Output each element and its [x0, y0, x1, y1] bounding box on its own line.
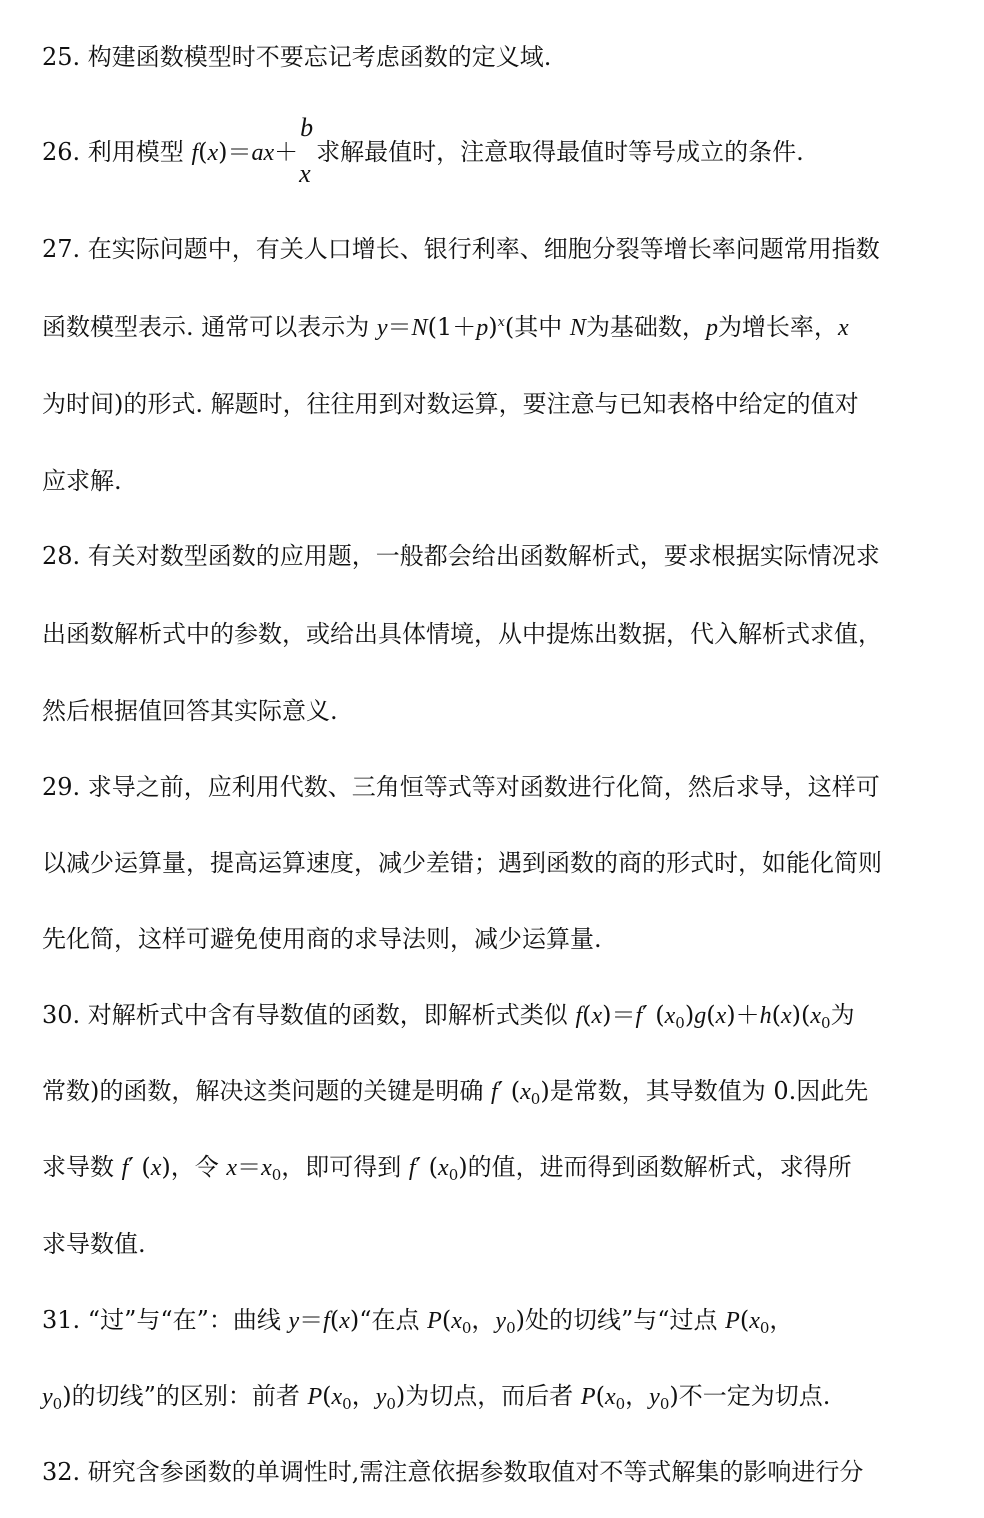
math-variable: x: [781, 1003, 792, 1029]
text-span: 然后根据值回答其实际意义.: [42, 697, 338, 725]
subscript: 0: [821, 1014, 831, 1032]
math-variable: f: [408, 1155, 416, 1181]
math-variable: f: [323, 1308, 330, 1334]
text-span: 求导数: [42, 1153, 122, 1181]
text-span: 函数模型表示. 通常可以表示为: [42, 313, 377, 341]
text-span: 求导数值.: [42, 1230, 146, 1258]
text-line: [42, 384, 942, 424]
text-line: [42, 1452, 942, 1492]
math-variable: y: [649, 1384, 660, 1410]
text-span: ′ (: [642, 1001, 665, 1029]
subscript: 0: [342, 1395, 352, 1413]
text-line: [42, 229, 942, 269]
text-span: )的切线”的区别：前者: [62, 1382, 308, 1410]
text-span: ，: [471, 1306, 496, 1334]
text-span: ′ (: [415, 1153, 439, 1181]
text-line: [42, 536, 942, 576]
text-span: 应求解.: [42, 467, 122, 495]
math-variable: y: [495, 1308, 507, 1334]
text-line: [42, 307, 942, 348]
math-variable: ax: [251, 140, 275, 166]
math-variable: P: [427, 1308, 442, 1334]
text-span: ＝: [237, 1153, 262, 1181]
subscript: 0: [759, 1319, 770, 1337]
text-span: 31. “过”与“在”：曲线: [42, 1306, 289, 1334]
text-line: [42, 1300, 942, 1341]
math-variable: f: [121, 1155, 129, 1181]
text-line: [42, 1147, 942, 1188]
text-span: ，即可得到: [281, 1153, 409, 1181]
fraction: [298, 113, 316, 188]
text-span: ，: [351, 1382, 376, 1410]
text-span: (其中: [504, 313, 570, 341]
text-span: (: [771, 1001, 781, 1029]
fraction-numerator: b: [300, 113, 314, 142]
text-span: )＝: [602, 1001, 636, 1029]
text-span: )＝: [218, 138, 252, 166]
math-variable: g: [694, 1003, 707, 1029]
text-span: ): [684, 1001, 695, 1029]
text-span: ＝: [299, 1306, 324, 1334]
math-variable: h: [759, 1003, 772, 1029]
math-variable: f: [491, 1079, 498, 1105]
text-span: )(: [791, 1001, 811, 1029]
text-span: (: [595, 1382, 605, 1410]
subscript: 0: [530, 1090, 541, 1108]
math-variable: x: [715, 1003, 727, 1029]
math-variable: x: [520, 1079, 531, 1105]
text-span: 28. 有关对数型函数的应用题，一般都会给出函数解析式，要求根据实际情况求: [42, 542, 880, 570]
text-span: )为切点，而后者: [395, 1382, 581, 1410]
math-variable: p: [476, 315, 489, 341]
math-variable: P: [307, 1384, 323, 1410]
math-variable: x: [331, 1384, 343, 1410]
math-variable: x: [591, 1003, 603, 1029]
text-line: [42, 614, 942, 654]
text-span: 为增长率，: [717, 313, 838, 341]
math-variable: x: [261, 1155, 272, 1181]
fraction-denominator: x: [299, 159, 311, 188]
text-span: )处的切线”与“过点: [515, 1306, 726, 1334]
text-span: 25. 构建函数模型时不要忘记考虑函数的定义域.: [42, 43, 552, 71]
text-span: 30. 对解析式中含有导数值的函数，即解析式类似: [42, 1001, 576, 1029]
text-span: 先化简，这样可避免使用商的求导法则，减少运算量.: [42, 925, 602, 953]
math-variable: P: [725, 1308, 740, 1334]
text-line: [42, 1376, 942, 1417]
text-span: (: [322, 1382, 332, 1410]
text-line: [42, 1224, 942, 1264]
text-span: )＋: [726, 1001, 760, 1029]
text-span: ′ (: [497, 1077, 521, 1105]
subscript: 0: [52, 1395, 63, 1413]
text-span: (: [329, 1306, 340, 1334]
text-span: (: [198, 138, 208, 166]
math-variable: x: [837, 315, 849, 341]
text-line: [42, 461, 942, 501]
math-variable: N: [411, 315, 428, 341]
text-line: [42, 767, 942, 807]
math-variable: x: [604, 1384, 616, 1410]
text-span: )的值，进而得到函数解析式，求得所: [458, 1153, 852, 1181]
subscript: 0: [448, 1166, 459, 1184]
math-variable: x: [150, 1155, 162, 1181]
subscript: 0: [386, 1395, 396, 1413]
text-span: 出函数解析式中的参数，或给出具体情境，从中提炼出数据，代入解析式求值，: [42, 620, 882, 648]
text-span: 为基础数，: [585, 313, 706, 341]
text-span: ): [488, 313, 498, 341]
text-line: [42, 37, 942, 77]
text-line: [42, 995, 942, 1036]
text-span: 以减少运算量，提高运算速度，减少差错；遇到函数的商的形式时，如能化简则: [42, 849, 882, 877]
math-variable: p: [705, 315, 718, 341]
text-span: 26. 利用模型: [42, 138, 192, 166]
text-span: “在点: [359, 1306, 428, 1334]
text-span: )，令: [161, 1153, 227, 1181]
math-variable: P: [580, 1384, 596, 1410]
text-span: ′ (: [128, 1153, 151, 1181]
text-line: [42, 843, 942, 883]
text-span: 32. 研究含参函数的单调性时,需注意依据参数取值对不等式解集的影响进行分: [42, 1458, 864, 1486]
math-variable: f: [635, 1003, 643, 1029]
math-variable: f: [575, 1003, 583, 1029]
math-variable: y: [288, 1308, 300, 1334]
text-span: (: [706, 1001, 716, 1029]
text-span: ): [349, 1306, 360, 1334]
text-span: ，: [625, 1382, 650, 1410]
text-span: (: [739, 1306, 750, 1334]
subscript: 0: [506, 1319, 516, 1337]
text-span: 常数)的函数，解决这类问题的关键是明确: [42, 1077, 491, 1105]
text-span: ，: [769, 1306, 794, 1334]
subscript: 0: [675, 1014, 685, 1032]
superscript: x: [497, 315, 505, 330]
text-span: (: [582, 1001, 592, 1029]
text-line: [42, 1071, 942, 1112]
text-span: (: [441, 1306, 452, 1334]
math-variable: x: [664, 1003, 676, 1029]
math-variable: x: [749, 1308, 760, 1334]
subscript: 0: [615, 1395, 626, 1413]
text-span: )是常数，其导数值为 0.因此先: [540, 1077, 869, 1105]
text-span: )不一定为切点.: [669, 1382, 831, 1410]
subscript: 0: [461, 1319, 472, 1337]
text-span: (1＋: [427, 313, 477, 341]
text-span: 为: [830, 1001, 855, 1029]
math-variable: x: [226, 1155, 238, 1181]
text-span: 27. 在实际问题中，有关人口增长、银行利率、细胞分裂等增长率问题常用指数: [42, 235, 880, 263]
math-variable: y: [376, 315, 388, 341]
subscript: 0: [271, 1166, 282, 1184]
math-variable: x: [451, 1308, 462, 1334]
math-variable: x: [438, 1155, 449, 1181]
text-span: 求解最值时，注意取得最值时等号成立的条件.: [316, 138, 804, 166]
math-variable: x: [810, 1003, 822, 1029]
math-variable: x: [339, 1308, 350, 1334]
math-variable: y: [42, 1384, 53, 1410]
math-variable: y: [375, 1384, 387, 1410]
text-span: ＝: [387, 313, 412, 341]
text-span: 为时间)的形式. 解题时，往往用到对数运算，要注意与已知表格中给定的值对: [42, 390, 859, 418]
text-span: 29. 求导之前，应利用代数、三角恒等式等对函数进行化简，然后求导，这样可: [42, 773, 880, 801]
text-line: [42, 113, 942, 188]
text-line: [42, 691, 942, 731]
text-span: ＋: [274, 138, 299, 166]
math-variable: f: [191, 140, 199, 166]
text-line: [42, 919, 942, 959]
math-variable: N: [569, 315, 586, 341]
math-variable: x: [207, 140, 219, 166]
subscript: 0: [659, 1395, 670, 1413]
